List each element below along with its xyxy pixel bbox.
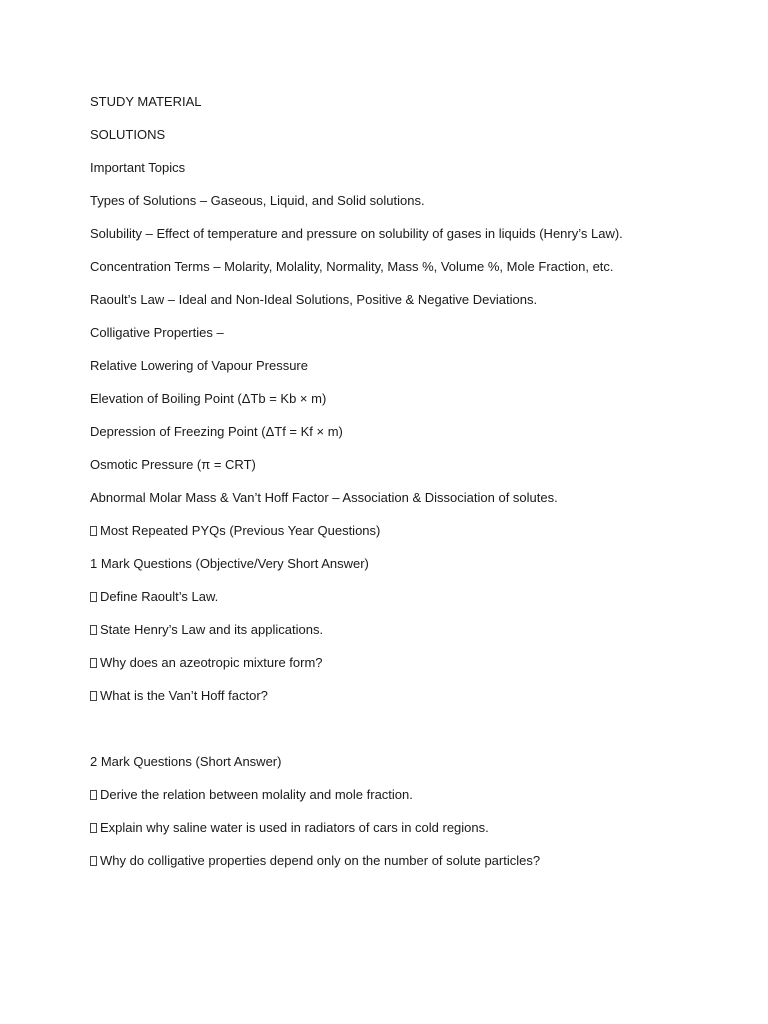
question-line [90,687,730,753]
topic-line: Types of Solutions – Gaseous, Liquid, and Solid solutions. [90,193,425,208]
missing-glyph-icon [90,823,97,833]
pyq-heading [90,522,730,555]
missing-glyph-icon [90,625,97,635]
missing-glyph-icon [90,691,97,701]
question-line [90,786,730,819]
section-heading-2-mark: 2 Mark Questions (Short Answer) [90,754,282,769]
topic-line: Colligative Properties – [90,325,224,340]
question-line [90,621,730,654]
doc-title: STUDY MATERIAL [90,94,202,109]
question-text: Explain why saline water is used in radiators of cars in cold regions. [100,820,489,835]
doc-subject: SOLUTIONS [90,127,166,142]
question-line [90,654,730,687]
section-heading-1-mark: 1 Mark Questions (Objective/Very Short Answer) [90,556,369,571]
question-line [90,819,730,852]
topic-line: Raoult’s Law – Ideal and Non-Ideal Solutions, Positive & Negative Deviations. [90,292,538,307]
question-line [90,852,730,885]
missing-glyph-icon [90,790,97,800]
topic-line: Concentration Terms – Molarity, Molality, Normality, Mass %, Volume %, Mole Fraction, etc. [90,259,614,274]
document-body [90,93,730,885]
topic-line: Abnormal Molar Mass & Van’t Hoff Factor – Association & Dissociation of solutes. [90,490,558,505]
topic-line: Solubility – Effect of temperature and pressure on solubility of gases in liquids (Henry’s Law). [90,226,623,241]
topic-line: Osmotic Pressure (π = CRT) [90,457,256,472]
question-text: Derive the relation between molality and mole fraction. [100,787,413,802]
pyq-heading-text: Most Repeated PYQs (Previous Year Questions) [100,523,381,538]
topic-line: Elevation of Boiling Point (ΔTb = Kb × m) [90,391,327,406]
question-text: Define Raoult’s Law. [100,589,219,604]
question-line [90,588,730,621]
topic-line: Depression of Freezing Point (ΔTf = Kf × m) [90,424,343,439]
question-text: What is the Van’t Hoff factor? [100,688,268,703]
missing-glyph-icon [90,526,97,536]
question-text: Why does an azeotropic mixture form? [100,655,323,670]
topic-line: Relative Lowering of Vapour Pressure [90,358,308,373]
question-text: Why do colligative properties depend only on the number of solute particles? [100,853,541,868]
missing-glyph-icon [90,856,97,866]
section-heading-topics: Important Topics [90,160,186,175]
missing-glyph-icon [90,658,97,668]
missing-glyph-icon [90,592,97,602]
question-text: State Henry’s Law and its applications. [100,622,324,637]
